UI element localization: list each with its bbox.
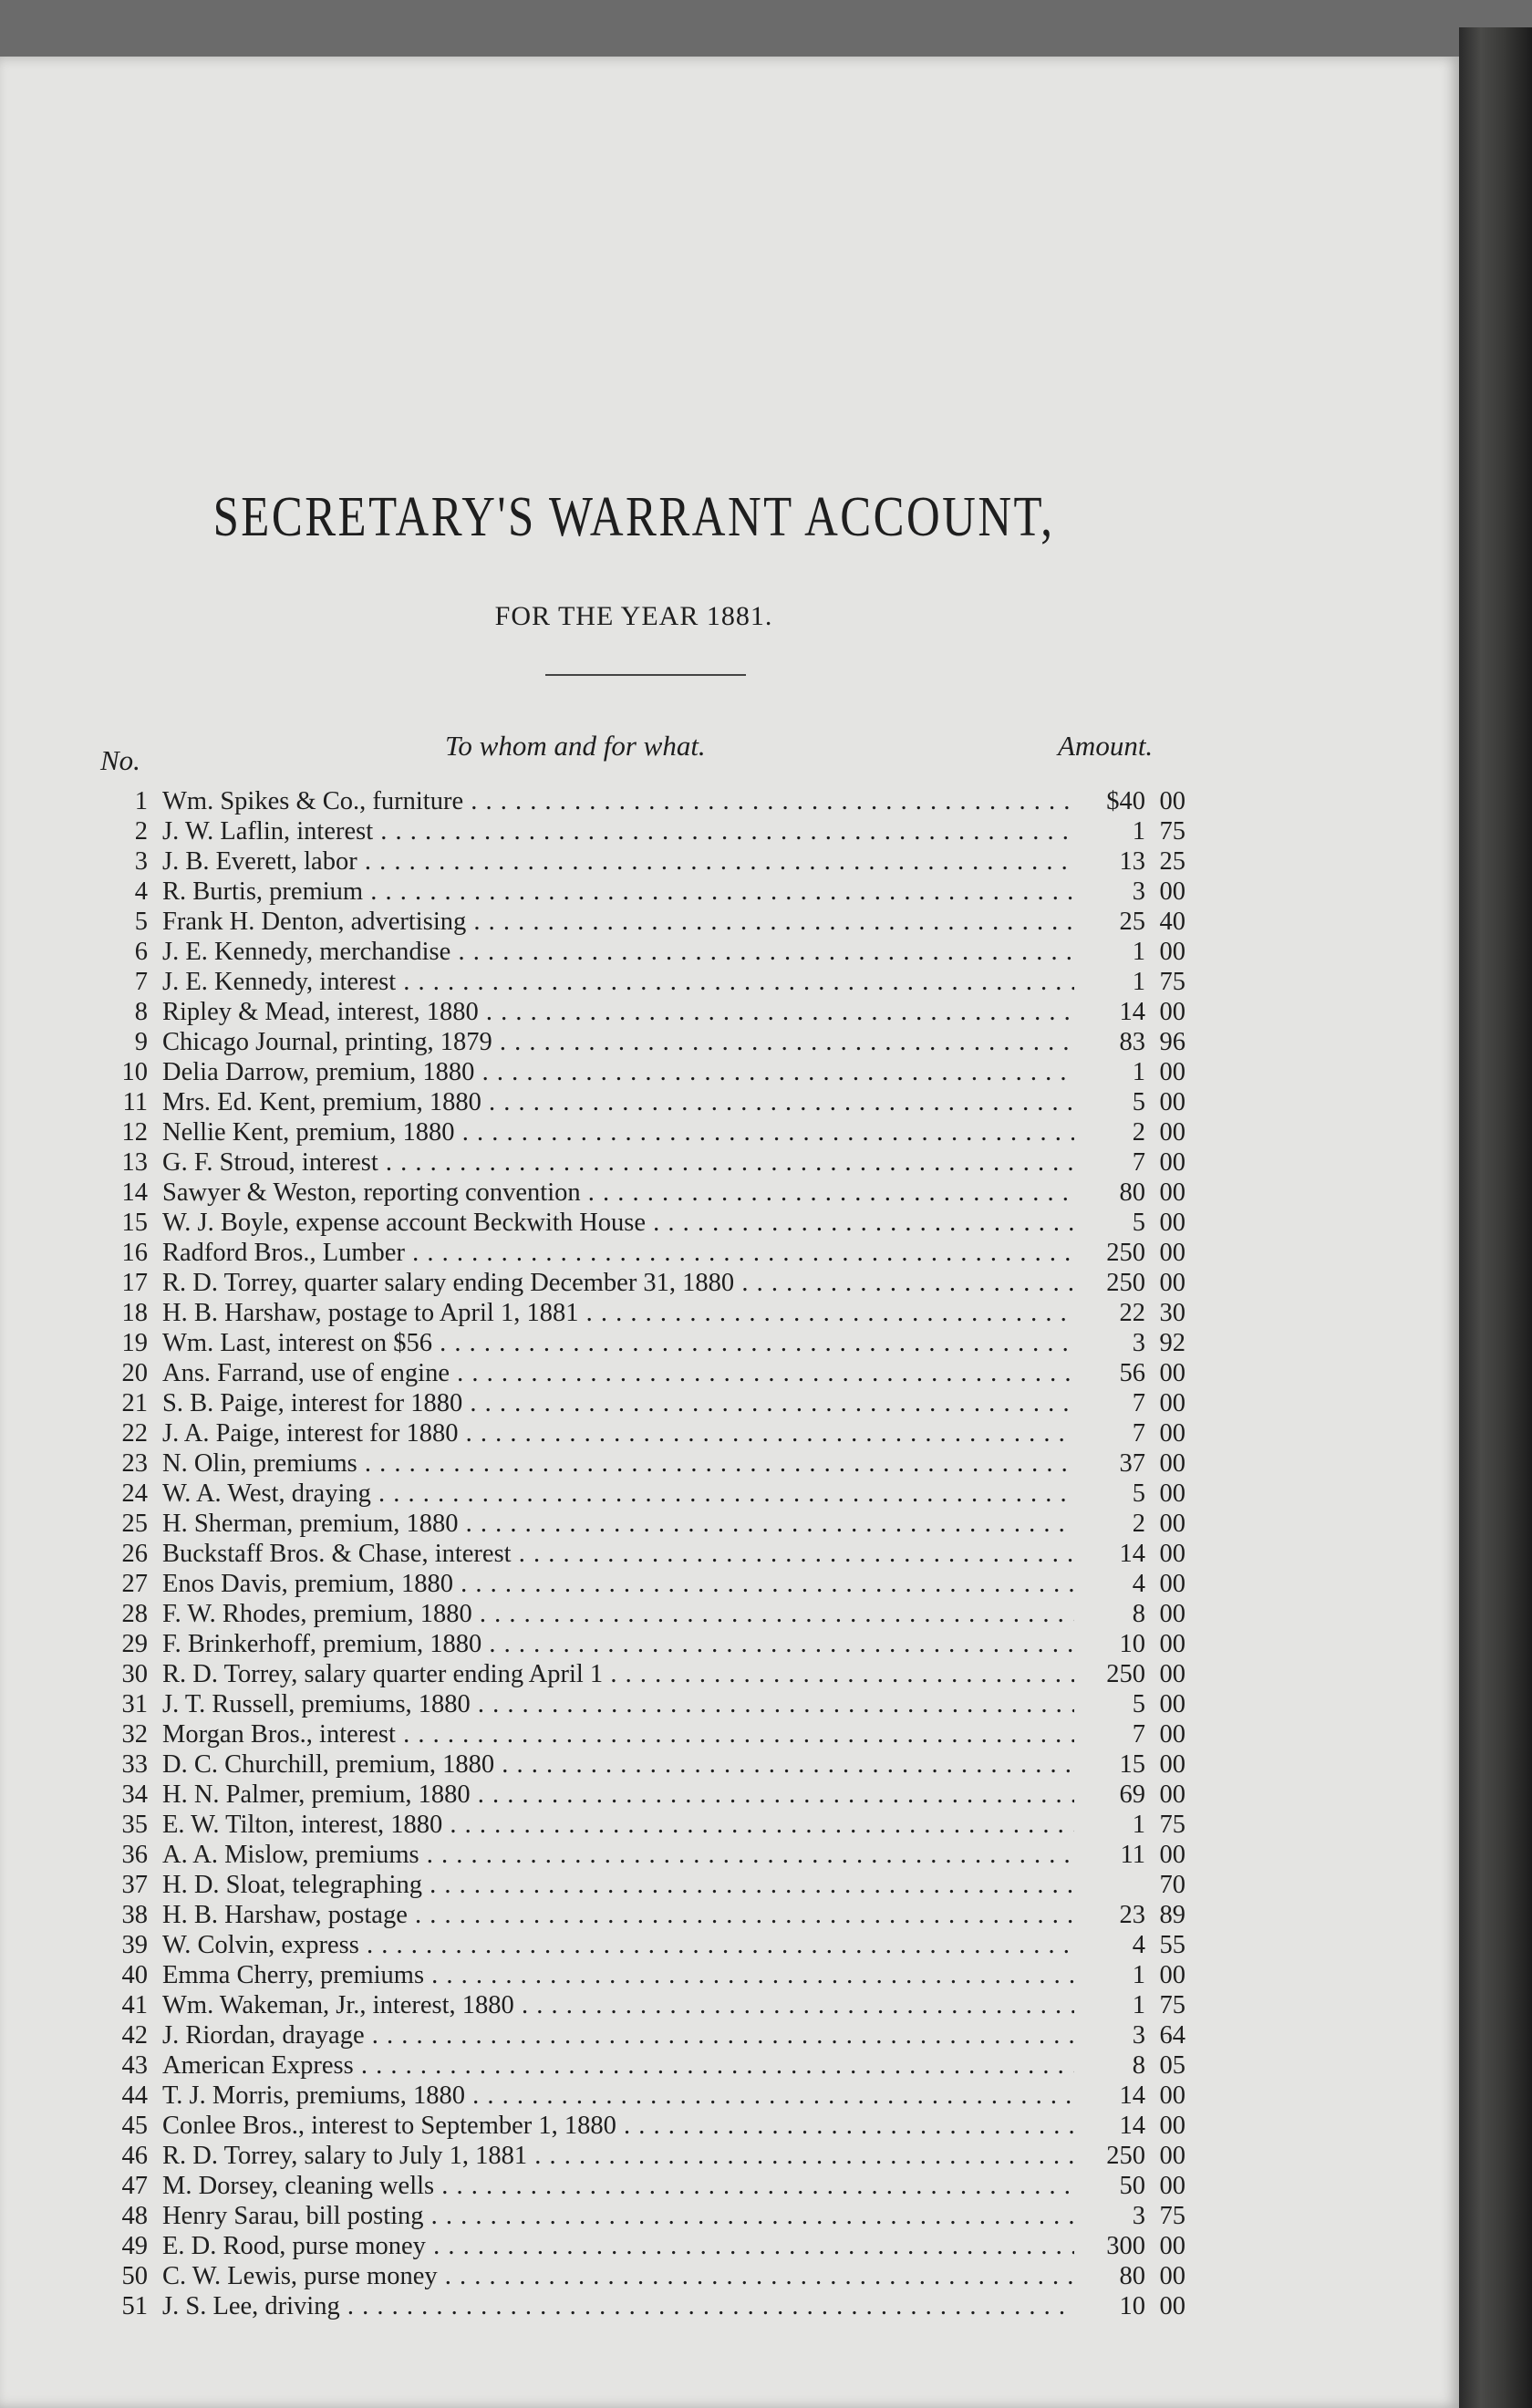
amount-cents: 00 xyxy=(1159,1449,1185,1478)
entry-number: 4 xyxy=(134,877,148,906)
amount-dollars: 10 xyxy=(1119,2292,1145,2320)
entry-number: 15 xyxy=(121,1209,148,1237)
amount-cents: 00 xyxy=(1159,1841,1185,1869)
entry-number: 11 xyxy=(122,1088,148,1116)
amount-cents: 00 xyxy=(1159,938,1185,966)
entry-amount xyxy=(1085,1780,1185,1810)
entry-number: 49 xyxy=(121,2232,148,2260)
entry-number: 35 xyxy=(121,1811,148,1839)
entry-amount xyxy=(1085,967,1185,997)
entry-number: 45 xyxy=(121,2112,148,2140)
entry-description: W. A. West, draying . . . xyxy=(162,1479,1074,1509)
amount-cents: 00 xyxy=(1159,1269,1185,1297)
entry-description: Radford Bros., Lumber . . . xyxy=(162,1238,1074,1268)
amount-dollars: 10 xyxy=(1119,1630,1145,1658)
entry-number: 23 xyxy=(121,1449,148,1478)
amount-dollars: 14 xyxy=(1119,1540,1145,1568)
entry-amount xyxy=(1085,2020,1185,2050)
entry-description: H. Sherman, premium, 1880 . . . xyxy=(162,1509,1074,1539)
amount-cents: 05 xyxy=(1159,2051,1185,2080)
amount-dollars: 83 xyxy=(1119,1028,1145,1056)
entry-number: 40 xyxy=(121,1961,148,1989)
entry-amount xyxy=(1085,786,1185,816)
amount-cents: 00 xyxy=(1159,1780,1185,1809)
entry-amount xyxy=(1085,1178,1185,1208)
entry-description: N. Olin, premiums . . . xyxy=(162,1448,1074,1479)
entry-number: 29 xyxy=(121,1630,148,1658)
amount-cents: 00 xyxy=(1159,1058,1185,1086)
amount-dollars: 5 xyxy=(1132,1690,1145,1718)
amount-dollars: 1 xyxy=(1132,1811,1145,1839)
amount-dollars: 14 xyxy=(1119,2112,1145,2140)
entry-number: 27 xyxy=(121,1570,148,1598)
amount-dollars: 3 xyxy=(1132,2202,1145,2230)
entry-description: Wm. Spikes & Co., furniture . . . xyxy=(162,786,1074,816)
entry-amount xyxy=(1085,1509,1185,1539)
amount-cents: 00 xyxy=(1159,1570,1185,1598)
amount-dollars: 1 xyxy=(1132,938,1145,966)
entry-amount xyxy=(1085,997,1185,1027)
entry-number: 20 xyxy=(121,1359,148,1387)
entry-amount xyxy=(1085,1569,1185,1599)
entry-amount xyxy=(1085,1268,1185,1298)
entry-amount xyxy=(1085,1659,1185,1689)
entry-number: 33 xyxy=(121,1750,148,1779)
entry-number: 12 xyxy=(121,1118,148,1147)
amount-dollars: 250 xyxy=(1106,2142,1145,2170)
entry-number: 37 xyxy=(121,1871,148,1899)
amount-cents: 00 xyxy=(1159,1239,1185,1267)
entry-amount xyxy=(1085,1810,1185,1840)
entry-description: Enos Davis, premium, 1880 . . . xyxy=(162,1569,1074,1599)
amount-cents: 00 xyxy=(1159,1961,1185,1989)
column-header-whom: To whom and for what. xyxy=(445,730,706,762)
amount-dollars: 5 xyxy=(1132,1088,1145,1116)
amount-cents: 75 xyxy=(1159,1991,1185,2019)
amount-cents: 00 xyxy=(1159,998,1185,1026)
amount-cents: 00 xyxy=(1159,1088,1185,1116)
amount-cents: 00 xyxy=(1159,1630,1185,1658)
entry-number: 17 xyxy=(121,1269,148,1297)
amount-dollars: 3 xyxy=(1132,1329,1145,1357)
entry-amount xyxy=(1085,2111,1185,2141)
entry-amount xyxy=(1085,877,1185,907)
entry-number: 44 xyxy=(121,2081,148,2110)
amount-dollars: 7 xyxy=(1132,1148,1145,1177)
entry-amount xyxy=(1085,1840,1185,1870)
entry-amount xyxy=(1085,2201,1185,2231)
amount-dollars: 25 xyxy=(1119,908,1145,936)
entry-description: H. B. Harshaw, postage to April 1, 1881 . . . xyxy=(162,1298,1074,1328)
amount-cents: 00 xyxy=(1159,1660,1185,1688)
entry-description: F. W. Rhodes, premium, 1880 . . . xyxy=(162,1599,1074,1629)
amount-cents: 00 xyxy=(1159,1178,1185,1207)
entry-amount xyxy=(1085,2291,1185,2321)
entry-description: E. D. Rood, purse money . . . xyxy=(162,2231,1074,2261)
entry-number: 9 xyxy=(134,1028,148,1056)
entry-number: 2 xyxy=(134,817,148,846)
entry-description: R. D. Torrey, salary quarter ending April 1 . . . xyxy=(162,1659,1074,1689)
amount-cents: 00 xyxy=(1159,1690,1185,1718)
amount-cents: 00 xyxy=(1159,1720,1185,1749)
amount-dollars: 50 xyxy=(1119,2172,1145,2200)
amount-dollars: 13 xyxy=(1119,847,1145,876)
entry-description: F. Brinkerhoff, premium, 1880 . . . xyxy=(162,1629,1074,1659)
amount-cents: 00 xyxy=(1159,2262,1185,2290)
amount-cents: 75 xyxy=(1159,817,1185,846)
entry-description: American Express . . . xyxy=(162,2050,1074,2081)
amount-dollars: 2 xyxy=(1132,1510,1145,1538)
book-spine xyxy=(1459,27,1532,2408)
entry-number: 36 xyxy=(121,1841,148,1869)
amount-dollars: 22 xyxy=(1119,1299,1145,1327)
amount-cents: 75 xyxy=(1159,2202,1185,2230)
entry-description: W. J. Boyle, expense account Beckwith House . . . xyxy=(162,1208,1074,1238)
entry-description: Sawyer & Weston, reporting convention . . . xyxy=(162,1178,1074,1208)
amount-dollars: 11 xyxy=(1120,1841,1145,1869)
amount-dollars: 250 xyxy=(1106,1269,1145,1297)
entry-number: 38 xyxy=(121,1901,148,1929)
entry-number: 42 xyxy=(121,2021,148,2050)
amount-cents: 00 xyxy=(1159,1600,1185,1628)
entry-amount xyxy=(1085,1539,1185,1569)
amount-cents: 00 xyxy=(1159,1540,1185,1568)
entry-amount xyxy=(1085,1208,1185,1238)
entry-number: 30 xyxy=(121,1660,148,1688)
page-title: SECRETARY'S WARRANT ACCOUNT, xyxy=(212,486,1055,548)
amount-dollars: 250 xyxy=(1106,1660,1145,1688)
entry-amount xyxy=(1085,2141,1185,2171)
entry-number: 3 xyxy=(134,847,148,876)
amount-dollars: 14 xyxy=(1119,998,1145,1026)
entry-amount xyxy=(1085,1418,1185,1448)
entry-description: Wm. Wakeman, Jr., interest, 1880 . . . xyxy=(162,1990,1074,2020)
entry-description: G. F. Stroud, interest . . . xyxy=(162,1147,1074,1178)
amount-cents: 92 xyxy=(1159,1329,1185,1357)
entry-number: 41 xyxy=(121,1991,148,2019)
entry-description: J. T. Russell, premiums, 1880 . . . xyxy=(162,1689,1074,1719)
amount-dollars: 2 xyxy=(1132,1118,1145,1147)
entry-amount xyxy=(1085,2261,1185,2291)
entry-description: Henry Sarau, bill posting . . . xyxy=(162,2201,1074,2231)
entry-number: 31 xyxy=(121,1690,148,1718)
entry-description: J. B. Everett, labor . . . xyxy=(162,846,1074,877)
entry-number: 46 xyxy=(121,2142,148,2170)
entry-number: 21 xyxy=(121,1389,148,1417)
amount-dollars: 4 xyxy=(1132,1570,1145,1598)
amount-dollars: $40 xyxy=(1106,787,1145,815)
entry-amount xyxy=(1085,2050,1185,2081)
entry-amount xyxy=(1085,1358,1185,1388)
amount-cents: 00 xyxy=(1159,2081,1185,2110)
document-page xyxy=(0,57,1459,2408)
entry-description: H. D. Sloat, telegraphing . . . xyxy=(162,1870,1074,1900)
entry-description: M. Dorsey, cleaning wells . . . xyxy=(162,2171,1074,2201)
entry-number: 25 xyxy=(121,1510,148,1538)
entry-description: J. E. Kennedy, merchandise . . . xyxy=(162,937,1074,967)
entry-number: 14 xyxy=(121,1178,148,1207)
amount-dollars: 15 xyxy=(1119,1750,1145,1779)
entry-number: 5 xyxy=(134,908,148,936)
entry-number: 1 xyxy=(134,787,148,815)
entry-description: H. N. Palmer, premium, 1880 . . . xyxy=(162,1780,1074,1810)
entry-description: Buckstaff Bros. & Chase, interest . . . xyxy=(162,1539,1074,1569)
entry-amount xyxy=(1085,1298,1185,1328)
entry-description: J. E. Kennedy, interest . . . xyxy=(162,967,1074,997)
entry-description: Wm. Last, interest on $56 . . . xyxy=(162,1328,1074,1358)
amount-dollars: 5 xyxy=(1132,1479,1145,1508)
entry-amount xyxy=(1085,1960,1185,1990)
entry-description: Frank H. Denton, advertising . . . xyxy=(162,907,1074,937)
entry-description: Morgan Bros., interest . . . xyxy=(162,1719,1074,1749)
amount-cents: 40 xyxy=(1159,908,1185,936)
entry-number: 39 xyxy=(121,1931,148,1959)
amount-cents: 30 xyxy=(1159,1299,1185,1327)
amount-cents: 00 xyxy=(1159,2172,1185,2200)
entry-amount xyxy=(1085,1328,1185,1358)
entry-amount xyxy=(1085,1147,1185,1178)
entry-amount xyxy=(1085,1238,1185,1268)
amount-dollars: 250 xyxy=(1106,1239,1145,1267)
entry-description: D. C. Churchill, premium, 1880 . . . xyxy=(162,1749,1074,1780)
entry-number: 28 xyxy=(121,1600,148,1628)
amount-cents: 64 xyxy=(1159,2021,1185,2050)
entry-amount xyxy=(1085,1057,1185,1087)
entry-description: R. D. Torrey, quarter salary ending December 31, 1880 . . . xyxy=(162,1268,1074,1298)
entry-description: Nellie Kent, premium, 1880 . . . xyxy=(162,1117,1074,1147)
amount-cents: 00 xyxy=(1159,1118,1185,1147)
entry-description: E. W. Tilton, interest, 1880 . . . xyxy=(162,1810,1074,1840)
entry-description: S. B. Paige, interest for 1880 . . . xyxy=(162,1388,1074,1418)
entry-description: H. B. Harshaw, postage . . . xyxy=(162,1900,1074,1930)
amount-dollars: 1 xyxy=(1132,1058,1145,1086)
entry-description: A. A. Mislow, premiums . . . xyxy=(162,1840,1074,1870)
entry-amount xyxy=(1085,937,1185,967)
entry-amount xyxy=(1085,1629,1185,1659)
entry-amount xyxy=(1085,1448,1185,1479)
entry-number: 51 xyxy=(121,2292,148,2320)
entry-description: C. W. Lewis, purse money . . . xyxy=(162,2261,1074,2291)
entry-amount xyxy=(1085,1479,1185,1509)
amount-cents: 00 xyxy=(1159,2112,1185,2140)
entry-amount xyxy=(1085,1900,1185,1930)
entry-description: Ans. Farrand, use of engine . . . xyxy=(162,1358,1074,1388)
amount-cents: 00 xyxy=(1159,1209,1185,1237)
amount-dollars: 56 xyxy=(1119,1359,1145,1387)
amount-dollars: 4 xyxy=(1132,1931,1145,1959)
entry-description: J. A. Paige, interest for 1880 . . . xyxy=(162,1418,1074,1448)
amount-dollars: 8 xyxy=(1132,1600,1145,1628)
entry-amount xyxy=(1085,816,1185,846)
amount-dollars: 8 xyxy=(1132,2051,1145,2080)
entry-description: Delia Darrow, premium, 1880 . . . xyxy=(162,1057,1074,1087)
entry-number: 16 xyxy=(121,1239,148,1267)
entry-description: J. Riordan, drayage . . . xyxy=(162,2020,1074,2050)
amount-dollars: 3 xyxy=(1132,877,1145,906)
page-subtitle: FOR THE YEAR 1881. xyxy=(494,601,773,631)
entry-number: 32 xyxy=(121,1720,148,1749)
entry-amount xyxy=(1085,2171,1185,2201)
entry-description: W. Colvin, express . . . xyxy=(162,1930,1074,1960)
entry-amount xyxy=(1085,1689,1185,1719)
amount-cents: 25 xyxy=(1159,847,1185,876)
amount-cents: 55 xyxy=(1159,1931,1185,1959)
amount-cents: 00 xyxy=(1159,1389,1185,1417)
amount-dollars: 1 xyxy=(1132,1961,1145,1989)
entry-amount xyxy=(1085,2081,1185,2111)
amount-cents: 00 xyxy=(1159,2232,1185,2260)
amount-dollars: 80 xyxy=(1119,2262,1145,2290)
entry-number: 34 xyxy=(121,1780,148,1809)
amount-cents: 00 xyxy=(1159,1148,1185,1177)
amount-dollars: 1 xyxy=(1132,1991,1145,2019)
amount-dollars: 37 xyxy=(1119,1449,1145,1478)
entry-amount xyxy=(1085,1087,1185,1117)
entry-description: J. W. Laflin, interest . . . xyxy=(162,816,1074,846)
amount-dollars: 80 xyxy=(1119,1178,1145,1207)
amount-dollars: 23 xyxy=(1119,1901,1145,1929)
entry-description: R. Burtis, premium . . . xyxy=(162,877,1074,907)
amount-cents: 75 xyxy=(1159,1811,1185,1839)
amount-cents: 00 xyxy=(1159,2292,1185,2320)
amount-dollars: 3 xyxy=(1132,2021,1145,2050)
title-divider xyxy=(545,674,746,676)
entry-number: 50 xyxy=(121,2262,148,2290)
entry-amount xyxy=(1085,1117,1185,1147)
entry-amount xyxy=(1085,1719,1185,1749)
entry-number: 8 xyxy=(134,998,148,1026)
amount-cents: 00 xyxy=(1159,1359,1185,1387)
amount-dollars: 300 xyxy=(1106,2232,1145,2260)
amount-cents: 00 xyxy=(1159,2142,1185,2170)
entry-number: 22 xyxy=(121,1419,148,1448)
amount-dollars: 69 xyxy=(1119,1780,1145,1809)
amount-cents: 75 xyxy=(1159,968,1185,996)
entry-description: J. S. Lee, driving . . . xyxy=(162,2291,1074,2321)
entry-description: Ripley & Mead, interest, 1880 . . . xyxy=(162,997,1074,1027)
entry-amount xyxy=(1085,1990,1185,2020)
entry-amount xyxy=(1085,2231,1185,2261)
column-header-no: No. xyxy=(100,744,140,776)
entry-amount xyxy=(1085,846,1185,877)
entry-number: 6 xyxy=(134,938,148,966)
amount-cents: 00 xyxy=(1159,1510,1185,1538)
amount-cents: 00 xyxy=(1159,1479,1185,1508)
entry-amount xyxy=(1085,1027,1185,1057)
entry-description: Conlee Bros., interest to September 1, 1880 . . . xyxy=(162,2111,1074,2141)
entry-number: 24 xyxy=(121,1479,148,1508)
amount-dollars: 7 xyxy=(1132,1389,1145,1417)
column-header-amount: Amount. xyxy=(1058,730,1154,762)
entry-description: R. D. Torrey, salary to July 1, 1881 . . . xyxy=(162,2141,1074,2171)
amount-cents: 96 xyxy=(1159,1028,1185,1056)
entry-number: 26 xyxy=(121,1540,148,1568)
entry-amount xyxy=(1085,907,1185,937)
entry-amount xyxy=(1085,1599,1185,1629)
entry-number: 18 xyxy=(121,1299,148,1327)
amount-dollars: 7 xyxy=(1132,1720,1145,1749)
entry-number: 13 xyxy=(121,1148,148,1177)
amount-cents: 00 xyxy=(1159,1750,1185,1779)
entry-number: 10 xyxy=(121,1058,148,1086)
amount-cents: 00 xyxy=(1159,1419,1185,1448)
amount-dollars: 1 xyxy=(1132,817,1145,846)
entry-number: 7 xyxy=(134,968,148,996)
amount-dollars: 1 xyxy=(1132,968,1145,996)
amount-cents: 89 xyxy=(1159,1901,1185,1929)
entry-description: Emma Cherry, premiums . . . xyxy=(162,1960,1074,1990)
entry-description: Chicago Journal, printing, 1879 . . . xyxy=(162,1027,1074,1057)
entry-amount xyxy=(1085,1870,1185,1900)
entry-number: 19 xyxy=(121,1329,148,1357)
entry-description: Mrs. Ed. Kent, premium, 1880 . . . xyxy=(162,1087,1074,1117)
amount-dollars: 5 xyxy=(1132,1209,1145,1237)
entry-amount xyxy=(1085,1930,1185,1960)
entry-description: T. J. Morris, premiums, 1880 . . . xyxy=(162,2081,1074,2111)
entry-amount xyxy=(1085,1388,1185,1418)
entry-amount xyxy=(1085,1749,1185,1780)
amount-dollars: 7 xyxy=(1132,1419,1145,1448)
entry-number: 48 xyxy=(121,2202,148,2230)
amount-dollars: 14 xyxy=(1119,2081,1145,2110)
entry-number: 43 xyxy=(121,2051,148,2080)
amount-cents: 00 xyxy=(1159,877,1185,906)
amount-cents: 70 xyxy=(1159,1871,1185,1899)
amount-cents: 00 xyxy=(1159,787,1185,815)
entry-number: 47 xyxy=(121,2172,148,2200)
